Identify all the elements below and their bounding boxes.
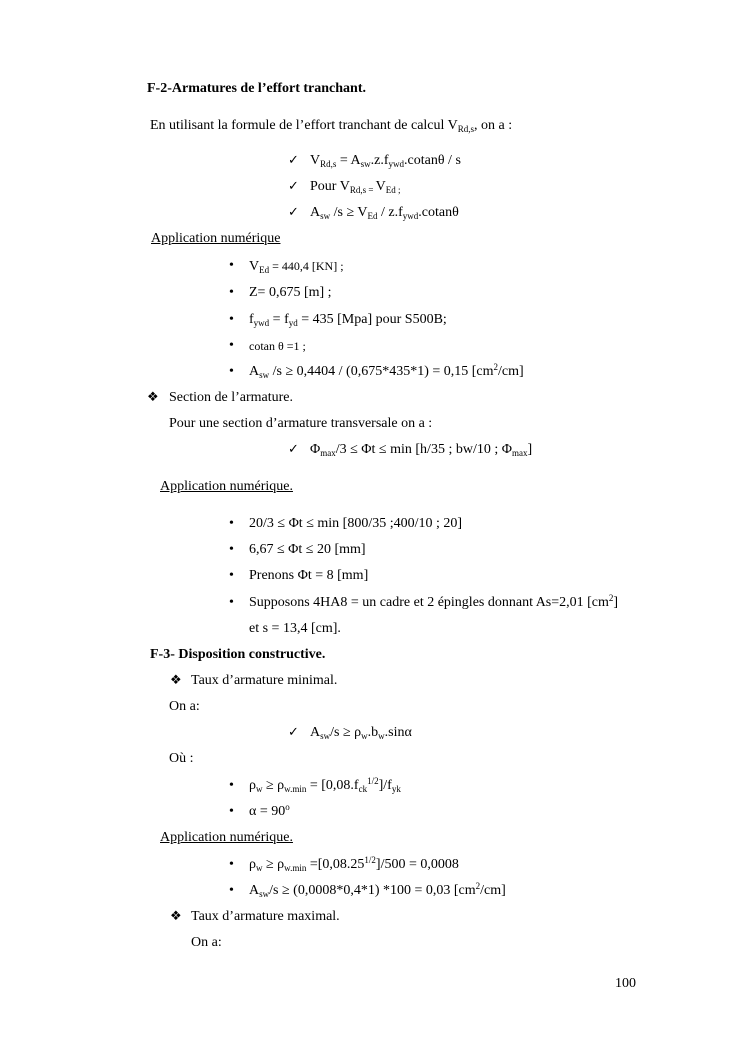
bullet-icon: •	[229, 364, 234, 379]
app2-line-4: Supposons 4HA8 = un cadre et 2 épingles donnant As=2,01 $[cm^2]$	[249, 593, 619, 610]
section-title-f3: F-3- Disposition constructive.	[150, 647, 326, 662]
app2-line-3: Prenons Φt = 8 [mm]	[249, 568, 369, 583]
app3-asw: $A_{sw}/s \ge (0,0008*0,4*1) *100 = 0,03$ $[cm^2/cm]$	[249, 881, 506, 899]
rho-condition: $\rho_w \ge \rho_{w.min} = [0,08.f_{ck}^{1/2}]/f_{yk}$	[249, 776, 401, 794]
bullet-icon: •	[229, 258, 234, 273]
diamond-bullet-icon: ❖	[170, 673, 182, 688]
app1-ved: $V_{Ed} = 440,4$ [KN] ;	[249, 259, 344, 275]
application-heading-2: Application numérique.	[160, 479, 293, 494]
app1-asw-result: $A_{sw}$ /s ≥ 0,4404 / (0,675*435*1) = 0,15 $[cm^2/cm]$	[249, 362, 524, 380]
app3-rho: $\rho_w \ge \rho_{w.min} =[0,08.25^{1/2}]/500 = 0,0008$	[249, 855, 459, 873]
formula-asw-rho: $A_{sw}/s \ge \rho_w.b_w.\sin\alpha$	[310, 725, 412, 741]
bullet-icon: •	[229, 516, 234, 531]
app1-z: Z= 0,675 [m] ;	[249, 285, 332, 300]
app2-line-4-cont: et s = 13,4 [cm].	[249, 621, 341, 636]
bullet-icon: •	[229, 595, 234, 610]
check-icon: ✓	[288, 442, 299, 457]
section-armature-heading: Section de l’armature.	[169, 390, 294, 405]
check-icon: ✓	[288, 179, 299, 194]
formula-phi: $\Phi_{max}/3 \le \Phi t \le \min [h/35$ ; bw/10 ; $\Phi_{max}$]	[310, 442, 533, 458]
alpha-value: $\alpha = 90^o$	[249, 802, 290, 819]
app2-line-1: 20/3 ≤ Φt ≤ min [800/35 ;400/10 ; 20]	[249, 516, 463, 531]
page-number: 100	[615, 976, 636, 991]
app1-cotan: cotan θ =1 ;	[249, 339, 306, 353]
bullet-icon: •	[229, 568, 234, 583]
bullet-icon: •	[229, 285, 234, 300]
bullet-icon: •	[229, 312, 234, 327]
app1-fywd: $f_{ywd} = f_{yd} = 435$ [Mpa] pour S500B;	[249, 312, 447, 328]
application-heading-3: Application numérique.	[160, 830, 293, 845]
ona-1: On a:	[169, 699, 200, 714]
formula-pour: Pour $V_{Rd,s =}$ $V_{Ed ;}$	[310, 179, 401, 195]
diamond-bullet-icon: ❖	[170, 909, 182, 924]
section-armature-intro: Pour une section d’armature transversale on a :	[169, 416, 433, 431]
formula-vrds: $V_{Rd,s} = A_{sw}.z.f_{ywd}.cotan\theta / s$	[310, 153, 461, 169]
bullet-icon: •	[229, 857, 234, 872]
bullet-icon: •	[229, 804, 234, 819]
ona-2: On a:	[191, 935, 222, 950]
diamond-bullet-icon: ❖	[147, 390, 159, 405]
check-icon: ✓	[288, 153, 299, 168]
bullet-icon: •	[229, 542, 234, 557]
bullet-icon: •	[229, 883, 234, 898]
intro-line: En utilisant la formule de l’effort tranchant de calcul $V_{Rd,s}$, on a :	[150, 118, 513, 134]
check-icon: ✓	[288, 205, 299, 220]
ou-label: Où :	[169, 751, 194, 766]
taux-minimal-heading: Taux d’armature minimal.	[191, 673, 338, 688]
check-icon: ✓	[288, 725, 299, 740]
bullet-icon: •	[229, 778, 234, 793]
section-title-f2: F-2-Armatures de l’effort tranchant.	[147, 81, 367, 96]
application-heading-1: Application numérique	[151, 231, 281, 246]
bullet-icon: •	[229, 338, 234, 353]
app2-line-2: 6,67 ≤ Φt ≤ 20 [mm]	[249, 542, 366, 557]
formula-asw: $A_{sw}$ $/s \ge V_{Ed} / z.f_{ywd}.cotan\theta$	[310, 205, 459, 221]
taux-maximal-heading: Taux d’armature maximal.	[191, 909, 340, 924]
